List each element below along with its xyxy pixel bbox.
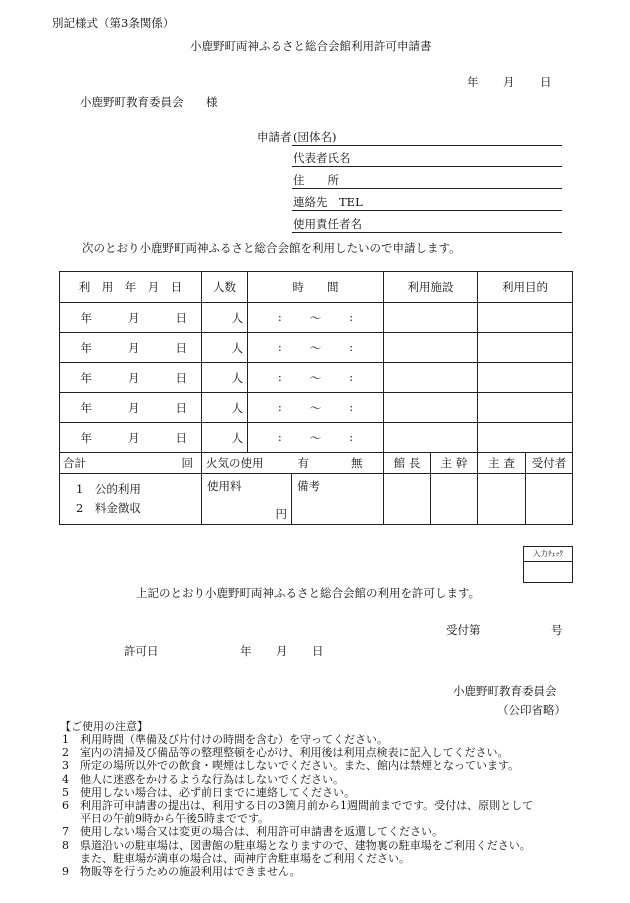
permit-date-month: 月 [276,644,288,658]
request-sentence: 次のとおり小鹿野町両神ふるさと総合会館を利用したいので申請します。 [82,241,461,255]
date-cell[interactable]: 年 月 日 [60,393,202,423]
use-option-fee[interactable]: 2 料金徴収 [76,501,141,515]
table-row [60,333,573,363]
time-cell[interactable]: : 〜 : [248,303,384,333]
director-stamp[interactable] [384,474,431,525]
contact-field[interactable]: 連絡先 TEL [293,195,363,209]
purpose-cell[interactable] [478,303,573,333]
inspector-header: 主 査 [478,453,526,474]
applicant-org-field[interactable]: (団体名) [293,130,337,144]
header-date: 利 用 年 月 日 [60,272,202,303]
contact-line [292,210,562,211]
table-row [60,303,573,333]
header-time: 時 間 [248,272,384,303]
date-cell[interactable]: 年 月 日 [60,423,202,453]
list-item: 9 物販等を行うための施設利用はできません。 [62,865,301,879]
list-item: 1 利用時間（準備及び片付けの時間を含む）を守ってください。 [62,733,388,746]
input-check-label: 入力ﾁｪｯｸ [524,547,572,562]
date-day: 日 [540,75,552,89]
page-title: 小鹿野町両神ふるさと総合会館利用許可申請書 [190,39,432,53]
seal-note: （公印省略） [497,703,566,717]
date-month: 月 [503,75,515,89]
use-option-public[interactable]: 1 公的利用 [76,482,141,496]
chief-header: 主 幹 [431,453,478,474]
permit-date-day: 日 [312,644,324,658]
table-row [60,423,573,453]
list-item: 6 利用許可申請書の提出は、利用する日の3箇月前から1週間前までです。受付は、原則として [62,799,534,813]
input-check-box[interactable] [523,546,573,583]
header-facility: 利用施設 [384,272,478,303]
purpose-cell[interactable] [478,393,573,423]
list-item: 5 使用しない場合は、必ず前日までに連絡してください。 [62,785,355,799]
manager-field[interactable]: 使用責任者名 [293,217,362,231]
use-type-cell[interactable] [60,474,202,525]
fee-remarks-cell [202,474,384,525]
time-cell[interactable]: : 〜 : [248,423,384,453]
list-item: 8 県道沿いの駐車場は、図書館の駐車場となりますので、建物裏の駐車場をご利用ください。 [62,838,531,852]
table-row [60,393,573,423]
list-item: また、駐車場が満車の場合は、両神庁舎駐車場をご利用ください。 [80,851,410,865]
purpose-cell[interactable] [478,423,573,453]
facility-cell[interactable] [384,393,478,423]
date-cell[interactable]: 年 月 日 [60,303,202,333]
time-cell[interactable]: : 〜 : [248,363,384,393]
receipt-unit: 号 [551,623,563,637]
inspector-stamp[interactable] [478,474,526,525]
address-line [292,188,562,189]
header-purpose: 利用目的 [478,272,573,303]
address-field[interactable]: 住 所 [293,173,339,187]
people-cell[interactable]: 人 [202,303,248,333]
fee-cell[interactable]: 使用料 円 [202,474,292,524]
facility-cell[interactable] [384,423,478,453]
permit-date-year: 年 [240,644,252,658]
people-cell[interactable]: 人 [202,393,248,423]
facility-cell[interactable] [384,303,478,333]
date-cell[interactable]: 年 月 日 [60,333,202,363]
list-item: 2 室内の清掃及び備品等の整理整頓を心がけ、利用後は利用点検表に記入してください。 [62,746,509,760]
notes-title: 【ご使用の注意】 [60,720,148,733]
list-item: 3 所定の場所以外での飲食・喫煙はしないでください。また、館内は禁煙となっています。 [62,759,520,773]
list-item: 平日の午前9時から午後5時までです。 [80,812,270,826]
people-cell[interactable]: 人 [202,423,248,453]
table-row [60,363,573,393]
time-cell[interactable]: : 〜 : [248,333,384,363]
fire-use-cell[interactable]: 火気の使用 有 無 [202,453,384,474]
manager-line [292,232,562,233]
representative-field[interactable]: 代表者氏名 [293,151,351,165]
addressee-honorific: 様 [206,95,218,109]
receiver-header: 受付者 [526,453,573,474]
representative-line [292,166,562,167]
applicant-label: 申請者 [257,130,292,144]
purpose-cell[interactable] [478,363,573,393]
usage-table [59,271,573,525]
permit-sentence: 上記のとおり小鹿野町両神ふるさと総合会館の利用を許可します。 [136,586,481,600]
form-label: 別記様式（第3条関係） [52,16,175,30]
people-cell[interactable]: 人 [202,363,248,393]
date-year: 年 [467,75,479,89]
time-cell[interactable]: : 〜 : [248,393,384,423]
facility-cell[interactable] [384,363,478,393]
total-cell[interactable]: 合計 回 [60,453,202,474]
list-item: 4 他人に迷惑をかけるような行為はしないでください。 [62,772,344,786]
receiver-stamp[interactable] [526,474,573,525]
purpose-cell[interactable] [478,333,573,363]
chief-stamp[interactable] [431,474,478,525]
addressee-name: 小鹿野町教育委員会 [80,95,184,109]
remarks-cell[interactable]: 備考 [297,479,320,493]
permit-date-label: 許可日 [124,644,159,658]
issuer-name: 小鹿野町教育委員会 [453,684,557,698]
list-item: 7 使用しない場合又は変更の場合は、利用許可申請書を返還してください。 [62,825,443,839]
receipt-label: 受付第 [446,623,481,637]
facility-cell[interactable] [384,333,478,363]
director-header: 館 長 [384,453,431,474]
notes-list [62,733,562,878]
applicant-org-line [292,145,562,146]
people-cell[interactable]: 人 [202,333,248,363]
header-people: 人数 [202,272,248,303]
date-cell[interactable]: 年 月 日 [60,363,202,393]
